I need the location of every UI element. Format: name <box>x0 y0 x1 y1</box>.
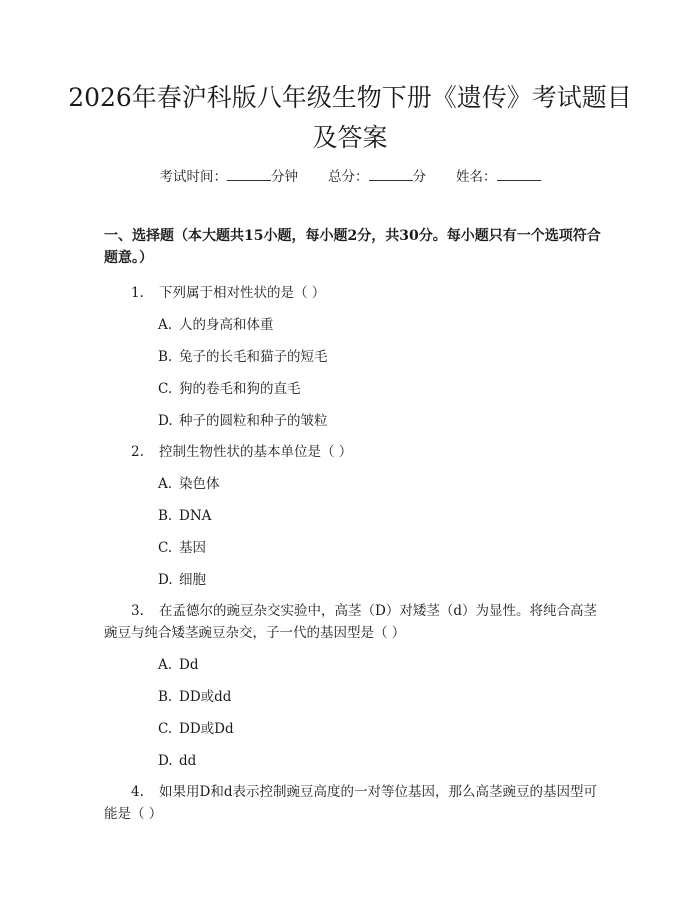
question-1 <box>104 282 602 304</box>
option-1b: B. 兔子的长毛和猫子的短毛 <box>158 349 328 365</box>
question-3 <box>104 600 602 644</box>
score-unit: 分 <box>412 169 426 185</box>
option-1c: C. 狗的卷毛和狗的直毛 <box>158 381 301 397</box>
question-number: 1. <box>131 285 144 301</box>
question-text: 控制生物性状的基本单位是（ ） <box>159 444 353 460</box>
option-2d: D. 细胞 <box>158 572 206 588</box>
option-3d: D. dd <box>158 753 197 769</box>
question-text: 如果用D和d表示控制豌豆高度的一对等位基因，那么高茎豌豆的基因型可能是（ ） <box>104 784 597 822</box>
section-heading: 一、选择题（本大题共15小题，每小题2分，共30分。每小题只有一个选项符合题意。） <box>104 228 601 266</box>
question-number: 3. <box>131 603 144 619</box>
name-blank <box>497 167 541 181</box>
time-unit: 分钟 <box>271 169 298 185</box>
question-number: 2. <box>131 444 144 460</box>
time-label: 考试时间： <box>159 169 227 185</box>
option-1a: A. 人的身高和体重 <box>158 317 274 333</box>
question-4 <box>104 781 602 825</box>
option-2b: B. DNA <box>158 508 212 524</box>
option-3b: B. DD或dd <box>158 689 232 705</box>
question-text: 下列属于相对性状的是（ ） <box>159 285 326 301</box>
name-label: 姓名： <box>456 169 497 185</box>
option-3a: A. Dd <box>158 657 199 673</box>
score-label: 总分： <box>328 169 369 185</box>
question-number: 4. <box>131 784 144 800</box>
question-2 <box>104 441 602 463</box>
option-2a: A. 染色体 <box>158 476 220 492</box>
score-blank <box>369 167 413 181</box>
time-blank <box>227 167 271 181</box>
option-1d: D. 种子的圆粒和种子的皱粒 <box>158 413 328 429</box>
option-3c: C. DD或Dd <box>158 721 234 737</box>
exam-title: 2026年春沪科版八年级生物下册《遗传》考试题目及答案 <box>68 83 632 152</box>
exam-meta <box>0 166 700 188</box>
question-text: 在孟德尔的豌豆杂交实验中，高茎（D）对矮茎（d）为显性。将纯合高茎豌豆与纯合矮茎豌豆杂交，子一代的基因型是（ ） <box>104 603 597 641</box>
option-2c: C. 基因 <box>158 540 206 556</box>
